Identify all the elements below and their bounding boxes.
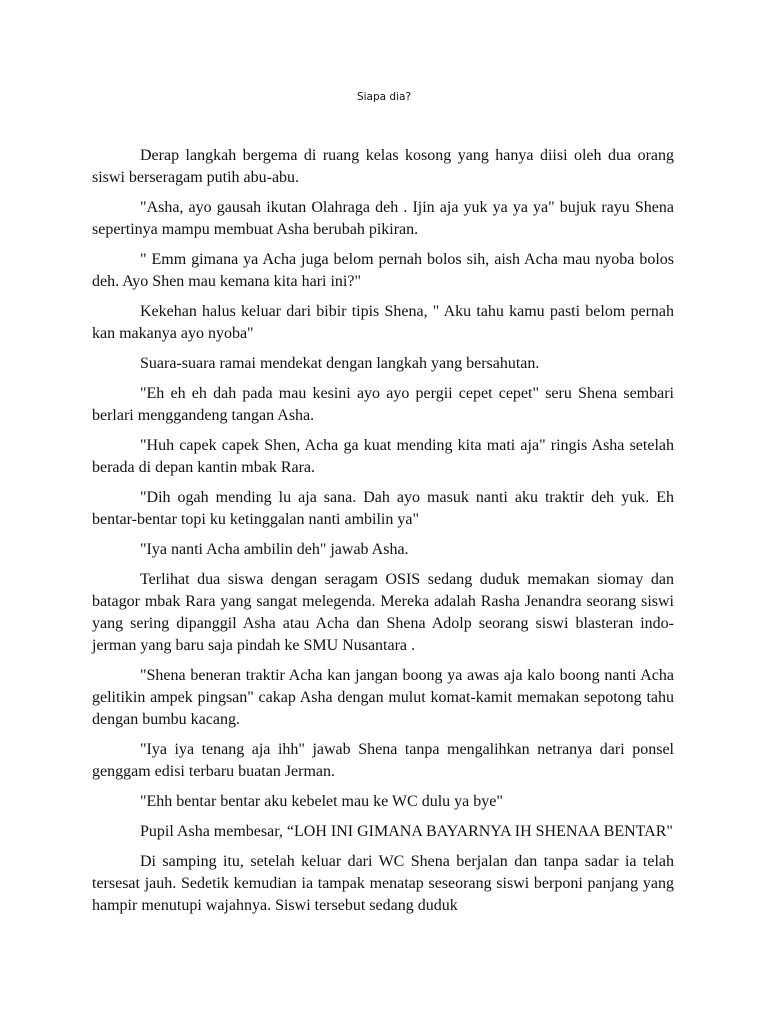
paragraph-15: Di samping itu, setelah keluar dari WC Shena berjalan dan tanpa sadar ia telah tersesat jauh. Sedetik kemudian ia tampak menatap seseorang siswi berponi panjang yang hampir menutupi wajahnya. Siswi tersebut sedang duduk: [92, 853, 674, 914]
paragraph-5: Suara-suara ramai mendekat dengan langkah yang bersahutan.: [140, 355, 540, 372]
document-title: Siapa dia?: [356, 91, 412, 103]
paragraph-13: "Ehh bentar bentar aku kebelet mau ke WC dulu ya bye": [140, 793, 503, 810]
paragraph-4: Kekehan halus keluar dari bibir tipis Shena, " Aku tahu kamu pasti belom pernah kan makanya ayo nyoba": [92, 303, 674, 342]
paragraph-1: Derap langkah bergema di ruang kelas kosong yang hanya diisi oleh dua orang siswi berseragam putih abu-abu.: [92, 147, 674, 186]
paragraph-3: " Emm gimana ya Acha juga belom pernah bolos sih, aish Acha mau nyoba bolos deh. Ayo Shen mau kemana kita hari ini?": [92, 251, 674, 290]
paragraph-11: "Shena beneran traktir Acha kan jangan boong ya awas aja kalo boong nanti Acha gelitikin ampek pingsan" cakap Asha dengan mulut komat-kamit memakan sepotong tahu dengan bumbu kacang.: [92, 667, 674, 728]
paragraph-2: "Asha, ayo gausah ikutan Olahraga deh . Ijin aja yuk ya ya ya" bujuk rayu Shena sepertinya mampu membuat Asha berubah pikiran.: [92, 199, 674, 238]
paragraph-9: "Iya nanti Acha ambilin deh" jawab Asha.: [140, 541, 409, 558]
paragraph-10: Terlihat dua siswa dengan seragam OSIS sedang duduk memakan siomay dan batagor mbak Rara yang sangat melegenda. Mereka adalah Rasha Jenandra seorang siswi yang sering dipanggil Asha atau Acha dan Shena Adolp seorang siswi blasteran indo-jerman yang baru saja pindah ke SMU Nusantara .: [92, 571, 674, 654]
story-body: [92, 145, 674, 925]
paragraph-14: Pupil Asha membesar, “LOH INI GIMANA BAYARNYA IH SHENAA BENTAR": [140, 823, 673, 840]
paragraph-7: "Huh capek capek Shen, Acha ga kuat mending kita mati aja" ringis Asha setelah berada di depan kantin mbak Rara.: [92, 437, 674, 476]
paragraph-6: "Eh eh eh dah pada mau kesini ayo ayo pergii cepet cepet" seru Shena sembari berlari menggandeng tangan Asha.: [92, 385, 674, 424]
paragraph-12: "Iya iya tenang aja ihh" jawab Shena tanpa mengalihkan netranya dari ponsel genggam edisi terbaru buatan Jerman.: [92, 741, 674, 780]
paragraph-8: "Dih ogah mending lu aja sana. Dah ayo masuk nanti aku traktir deh yuk. Eh bentar-bentar topi ku ketinggalan nanti ambilin ya": [92, 489, 674, 528]
